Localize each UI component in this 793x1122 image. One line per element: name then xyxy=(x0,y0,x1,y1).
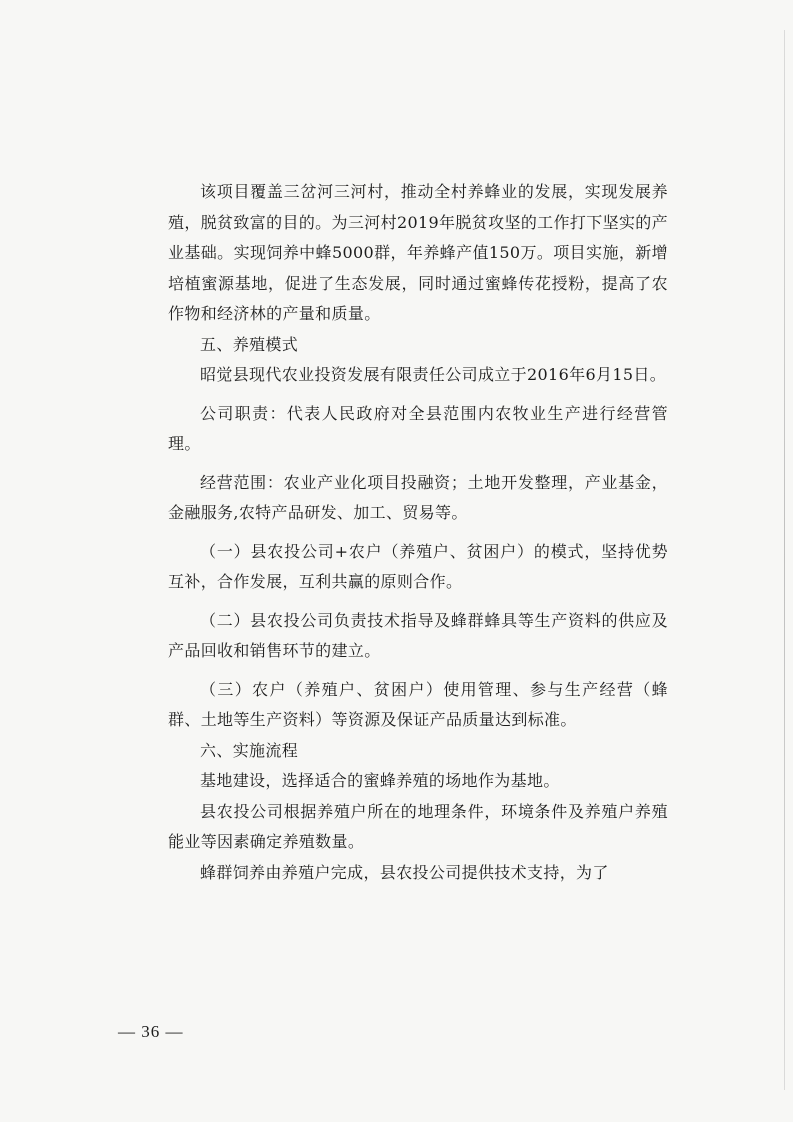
paragraph-breeding-quantity: 县农投公司根据养殖户所在的地理条件，环境条件及养殖户养殖能业等因素确定养殖数量。 xyxy=(168,801,668,851)
paragraph-model-item-2: （二）县农投公司负责技术指导及蜂群蜂具等生产资料的供应及产品回收和销售环节的建立。 xyxy=(168,610,668,660)
paragraph-company-duties: 公司职责：代表人民政府对全县范围内农牧业生产进行经营管理。 xyxy=(168,403,668,453)
paragraph-project-coverage: 该项目覆盖三岔河三河村，推动全村养蜂业的发展，实现发展养殖，脱贫致富的目的。为三河村2019年脱贫攻坚的工作打下坚实的产业基础。实现饲养中蜂5000群，年养蜂产值150万。项目实施，新增培植蜜源基地，促进了生态发展，同时通过蜜蜂传花授粉，提高了农作物和经济林的产量和质量。 xyxy=(168,182,668,323)
section-heading-breeding-model: 五、养殖模式 xyxy=(200,334,299,354)
body-text xyxy=(168,177,668,888)
scan-edge-line xyxy=(784,30,785,1090)
paragraph-model-item-3: （三）农户（养殖户、贫困户）使用管理、参与生产经营（蜂群、土地等生产资料）等资源及保证产品质量达到标准。 xyxy=(168,679,668,729)
page-number: — 36 — xyxy=(118,1022,184,1041)
paragraph-company-founding: 昭觉县现代农业投资发展有限责任公司成立于2016年6月15日。 xyxy=(200,365,667,384)
paragraph-base-construction: 基地建设，选择适合的蜜蜂养殖的场地作为基地。 xyxy=(200,771,560,790)
section-heading-implementation: 六、实施流程 xyxy=(200,740,299,760)
paragraph-business-scope: 经营范围：农业产业化项目投融资；土地开发整理，产业基金，金融服务,农特产品研发、加工、贸易等。 xyxy=(168,472,668,522)
paragraph-colony-feeding: 蜂群饲养由养殖户完成，县农投公司提供技术支持，为了 xyxy=(200,862,609,882)
paragraph-model-item-1: （一）县农投公司+农户（养殖户、贫困户）的模式，坚持优势互补，合作发展，互利共赢的原则合作。 xyxy=(168,541,668,591)
